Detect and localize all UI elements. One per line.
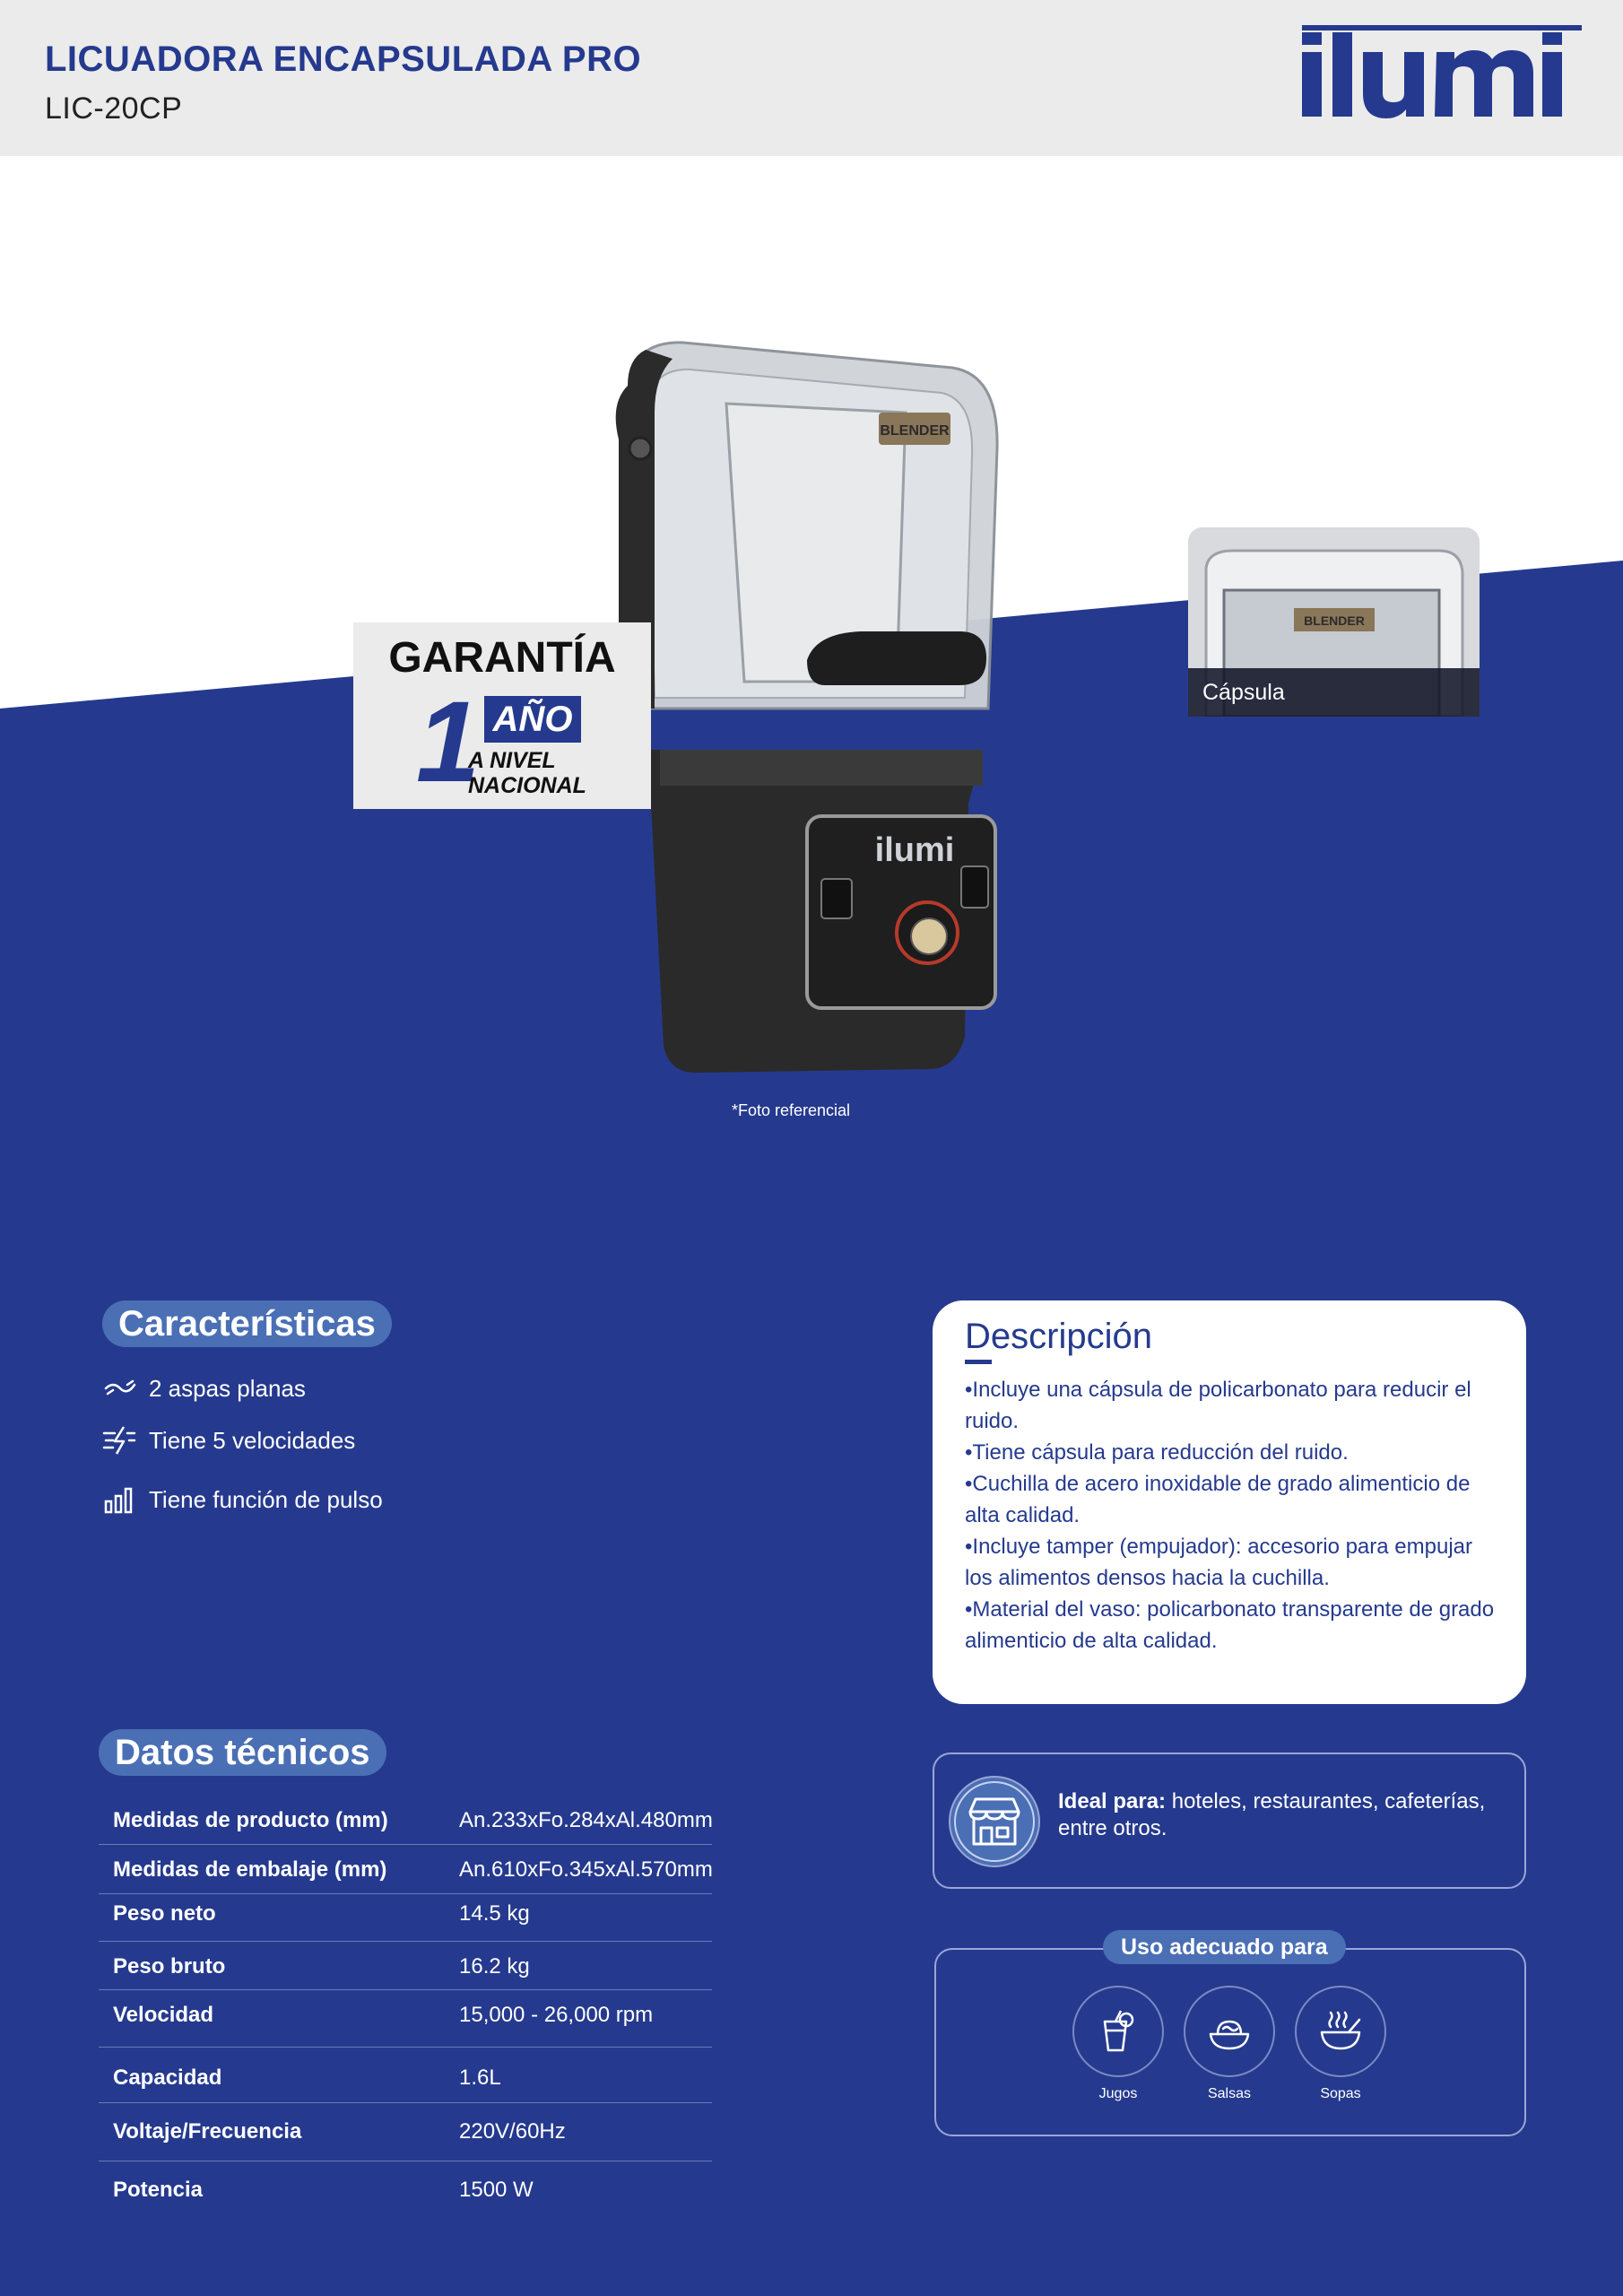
feature-text: 2 aspas planas: [149, 1374, 306, 1402]
table-row: [99, 2103, 712, 2161]
panel-brand: ilumi: [874, 831, 955, 869]
tech-label: Capacidad: [113, 2066, 222, 2090]
warranty-number: 1: [416, 678, 481, 806]
use-label: Jugos: [1098, 2086, 1138, 2101]
warranty-title: GARANTÍA: [388, 634, 616, 682]
tech-label: Peso neto: [113, 1901, 216, 1926]
tech-value: 220V/60Hz: [459, 2119, 566, 2144]
description-item: •Incluye tamper (empujador): accesorio para empujar los alimentos densos hacia la cuchilla.: [965, 1535, 1472, 1590]
warranty-badge: [353, 622, 651, 809]
use-item: [1295, 1986, 1386, 2102]
description-underline: [965, 1360, 992, 1364]
tech-label: Medidas de embalaje (mm): [113, 1857, 387, 1882]
use-label: Salsas: [1207, 2086, 1252, 2101]
warranty-subtitle: [468, 748, 621, 798]
feature-text: Tiene función de pulso: [149, 1485, 383, 1513]
blade-icon: [102, 1372, 138, 1405]
tech-value: 1500 W: [459, 2178, 534, 2202]
use-label: Sopas: [1320, 2086, 1361, 2101]
blender-product-image: [610, 314, 1040, 1085]
product-model: LIC-20CP: [45, 91, 183, 126]
capsule-label: Cápsula: [1188, 668, 1480, 717]
soup-bowl-icon: [1318, 2009, 1363, 2054]
use-icon-circle: [1072, 1986, 1164, 2077]
table-row: [99, 1845, 712, 1894]
product-title: LICUADORA ENCAPSULADA PRO: [45, 39, 642, 79]
tech-value: An.610xFo.345xAl.570mm: [459, 1857, 713, 1882]
tech-label: Velocidad: [113, 2003, 214, 2027]
use-item: [1072, 1986, 1164, 2102]
description-item: •Cuchilla de acero inoxidable de grado alimenticio de alta calidad.: [965, 1472, 1471, 1527]
feature-item: [102, 1372, 551, 1405]
pulse-bars-icon: [102, 1483, 138, 1516]
use-item: [1184, 1986, 1275, 2102]
sauce-bowl-icon: [1207, 2009, 1252, 2054]
table-row: [99, 1894, 712, 1942]
tech-label: Medidas de producto (mm): [113, 1808, 388, 1832]
features-title: Características: [102, 1300, 392, 1347]
brand-logo: [1302, 25, 1582, 124]
ideal-for-value: hoteles, restaurantes, cafeterías, entre otros.: [1058, 1789, 1486, 1840]
table-row: [99, 1801, 712, 1845]
page-header: [0, 0, 1623, 156]
capsule-lid-label: BLENDER: [1304, 613, 1365, 628]
description-card: [933, 1300, 1526, 1704]
photo-note: *Foto referencial: [731, 1101, 851, 1119]
warranty-subtitle-line1: A NIVEL: [468, 748, 556, 773]
use-icon-circle: [1295, 1986, 1386, 2077]
description-item: •Material del vaso: policarbonato transparente de grado alimenticio de alta calidad.: [965, 1597, 1495, 1653]
capsule-thumbnail: [1188, 527, 1480, 717]
feature-item: [102, 1424, 551, 1457]
feature-item: [102, 1483, 551, 1516]
tech-value: 14.5 kg: [459, 1901, 530, 1926]
warranty-subtitle-line2: NACIONAL: [468, 773, 586, 798]
tech-label: Potencia: [113, 2178, 204, 2202]
warranty-unit: AÑO: [484, 696, 581, 743]
tech-value: 16.2 kg: [459, 1954, 530, 1979]
table-row: [99, 2048, 712, 2103]
lid-label: BLENDER: [880, 423, 950, 439]
use-icon-circle: [1184, 1986, 1275, 2077]
feature-text: Tiene 5 velocidades: [149, 1426, 356, 1454]
tech-value: 15,000 - 26,000 rpm: [459, 2003, 654, 2027]
uses-title: Uso adecuado para: [1103, 1930, 1346, 1964]
ideal-for-label: Ideal para:: [1058, 1789, 1167, 1813]
ideal-for-text: [1058, 1788, 1506, 1842]
speed-icon: [102, 1424, 138, 1457]
description-item: •Tiene cápsula para reducción del ruido.: [965, 1440, 1349, 1465]
tech-label: Peso bruto: [113, 1954, 226, 1979]
tech-value: 1.6L: [459, 2066, 501, 2090]
description-item: •Incluye una cápsula de policarbonato para reducir el ruido.: [965, 1378, 1471, 1433]
table-row: [99, 2161, 712, 2215]
tech-title: Datos técnicos: [99, 1729, 386, 1776]
juice-icon: [1096, 2009, 1141, 2054]
description-title: Descripción: [965, 1317, 1152, 1356]
tech-label: Voltaje/Frecuencia: [113, 2119, 302, 2144]
table-row: [99, 1942, 712, 1990]
description-body: [965, 1374, 1503, 1657]
tech-value: An.233xFo.284xAl.480mm: [459, 1808, 713, 1832]
store-icon: [949, 1776, 1040, 1867]
ideal-for-box: [933, 1752, 1526, 1889]
table-row: [99, 1990, 712, 2048]
